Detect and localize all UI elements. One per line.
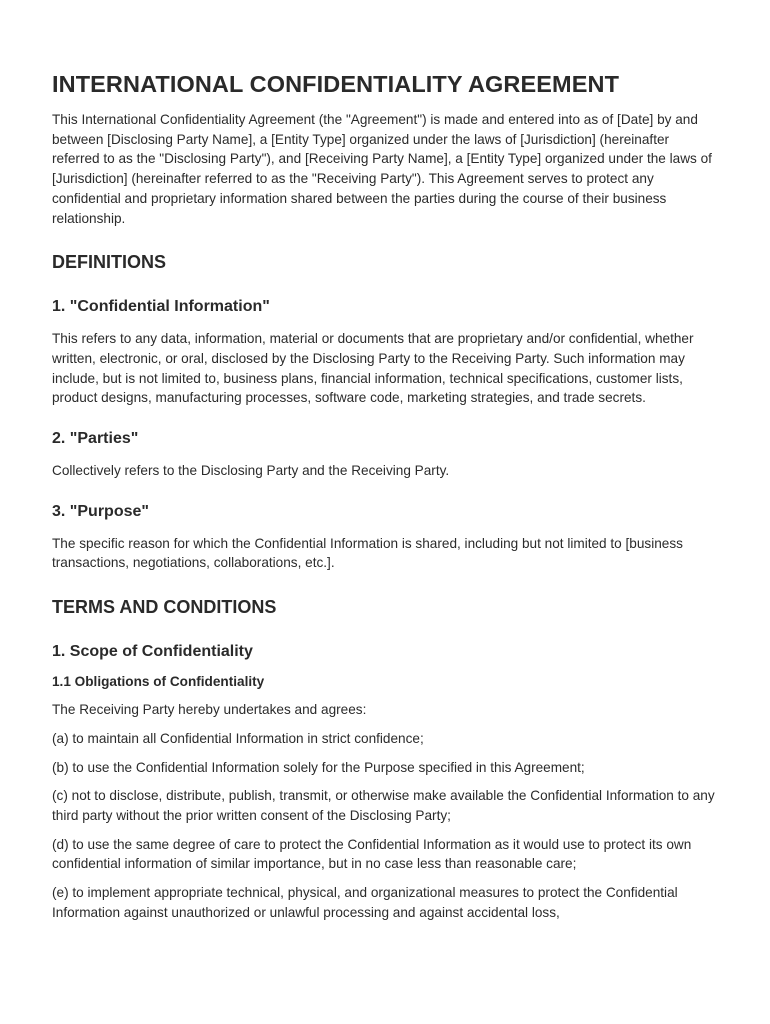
clause-item: (c) not to disclose, distribute, publish, transmit, or otherwise make available the Confidential Information to any third party without the prior written consent of the Disclosing Party; [52, 788, 715, 823]
document-title: INTERNATIONAL CONFIDENTIALITY AGREEMENT [52, 71, 620, 97]
definition-text: Collectively refers to the Disclosing Party and the Receiving Party. [52, 463, 450, 479]
definitions-heading: DEFINITIONS [52, 252, 167, 273]
document-body [52, 110, 720, 922]
intro-paragraph: This International Confidentiality Agreement (the "Agreement") is made and entered into as of [Date] by and between [Disclosing Party Name], a [Entity Type] organized under the laws of [Jurisdiction] (hereinafter referred to as the "Disclosing Party"), and [Receiving Party Name], a [Entity Type] organized under the laws of [Jurisdiction] (hereinafter referred to as the "Receiving Party"). This Agreement serves to protect any confidential and proprietary information shared between the parties during the course of their business relationship. [52, 112, 712, 226]
subsection-title: 1.1 Obligations of Confidentiality [52, 674, 265, 690]
clause-item: (d) to use the same degree of care to protect the Confidential Information as it would use to protect its own confidential information of similar importance, but in no case less than reasonable care; [52, 836, 692, 872]
section-title: 1. Scope of Confidentiality [52, 643, 253, 661]
definition-text: The specific reason for which the Confidential Information is shared, including but not limited to [business transactions, negotiations, collaborations, etc.]. [52, 535, 683, 571]
definition-title: 3. "Purpose" [52, 502, 149, 520]
definition-title: 2. "Parties" [52, 430, 139, 448]
clause-lead: The Receiving Party hereby undertakes and agrees: [52, 702, 367, 718]
definition-text: This refers to any data, information, material or documents that are proprietary and/or confidential, whether written, electronic, or oral, disclosed by the Disclosing Party to the Receiving Party. Such information may include, but is not limited to, business plans, financial information, technical specifications, customer lists, product designs, manufacturing processes, software code, marketing strategies, and trade secrets. [52, 331, 694, 406]
terms-heading: TERMS AND CONDITIONS [52, 597, 277, 618]
definition-title: 1. "Confidential Information" [52, 298, 270, 316]
clause-item: (a) to maintain all Confidential Information in strict confidence; [52, 730, 424, 746]
clause-item: (b) to use the Confidential Information solely for the Purpose specified in this Agreement; [52, 759, 585, 775]
clause-item: (e) to implement appropriate technical, physical, and organizational measures to protect the Confidential Information against unauthorized or unlawful processing and against accidental loss, [52, 885, 678, 920]
